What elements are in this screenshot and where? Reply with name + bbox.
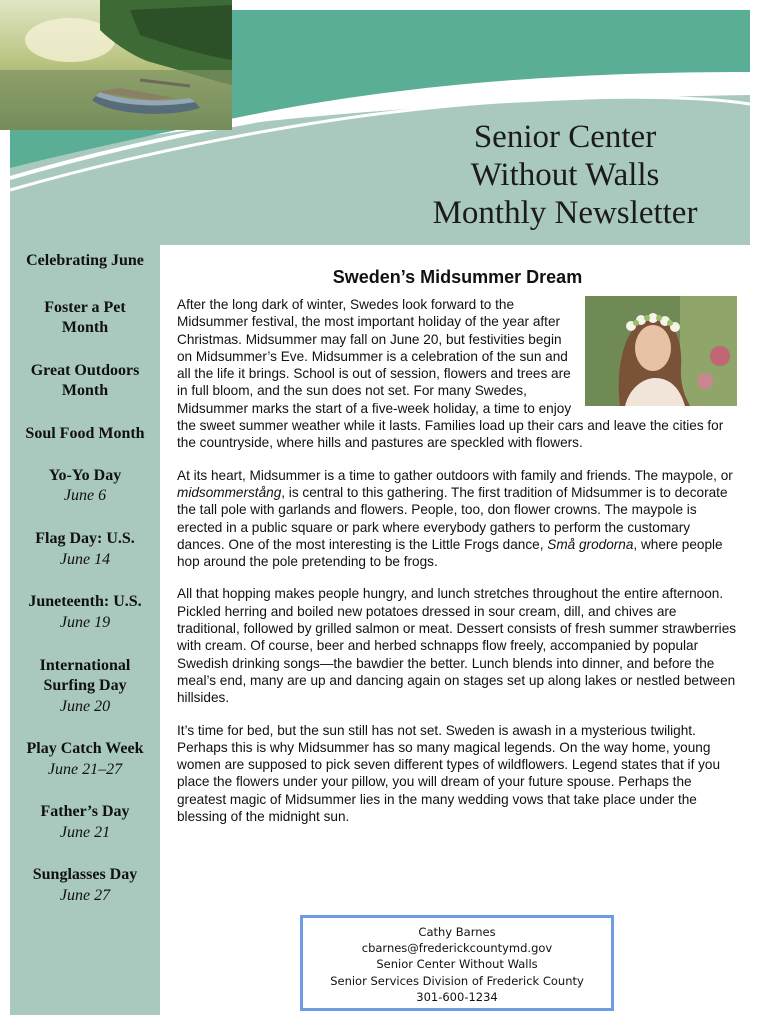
lake-boat-photo [0,0,232,130]
contact-organization: Senior Center Without Walls [376,957,538,972]
contact-name: Cathy Barnes [418,925,496,939]
sidebar-event-date: June 21 [59,824,111,841]
sidebar-event-date: June 27 [59,887,111,904]
article-title: Sweden’s Midsummer Dream [332,267,583,287]
article-body [177,296,737,840]
contact-division: Senior Services Division of Frederick County [330,973,584,988]
title-line-2: Without Walls [470,157,660,193]
sidebar-event-name: Month [61,319,109,336]
sidebar-heading: Celebrating June [26,252,144,269]
article-paragraph-3: All that hopping makes people hungry, and lunch stretches throughout the entire afternoon. Pickled herring and boiled new potatoes dressed in sour cream, dill, and chives are traditional, followed by grilled salmon or meat. Dessert consists of fresh summer strawberries with cream. Of course, beer and herbed schnapps flow freely, accompanied by popular Swedish drinking songs—the bawdier the better. Lunch blends into dinner, and before the meal’s end, many are up and dancing again on stages set up along lakes or nestled between hillsides. [177,586,737,706]
sidebar-event-name: Father’s Day [40,803,130,820]
flower-crown-woman-photo [585,296,737,406]
sidebar-event-name: Yo-Yo Day [48,467,122,484]
contact-box [300,915,614,1011]
sidebar-event-name: Foster a Pet [44,299,126,316]
sidebar-event-date: June 20 [59,698,111,715]
contact-phone: 301-600-1234 [416,989,498,1004]
title-line-1: Senior Center [473,119,657,155]
sidebar-event-name: Sunglasses Day [32,866,138,883]
article-paragraph-1: After the long dark of winter, Swedes look forward to the Midsummer festival, the most important holiday of the year after Christmas. Midsummer may fall on June 20, but festivities begin on Midsummer’s Eve. Midsummer is a celebration of the sun and all the life it brings. School is out of session, flowers and trees are in full bloom, and the sun does not set. For many Swedes, Midsummer marks the start of a five-week holiday, a time to enjoy the sweet summer weather while it lasts. Families load up their cars and leave the cities for the countryside, where hills and pastures are speckled with flowers. [177,297,724,451]
newsletter-title [415,118,715,232]
newsletter-header [0,0,770,250]
frog-dance-term: Små grodorna [547,536,634,552]
maypole-term: midsommerstång [177,484,282,500]
sidebar-event-date: June 6 [63,487,107,504]
sidebar-event-name: Month [61,382,109,399]
contact-email[interactable]: cbarnes@frederickcountymd.gov [361,941,553,956]
sidebar-event-date: June 19 [59,614,111,631]
article-paragraph-4: It’s time for bed, but the sun still has not set. Sweden is awash in a mysterious twilight. Perhaps this is why Midsummer has so many magical legends. On the way home, young women are supposed to pick seven different types of wildflowers. Legend states that if you place the flowers under your pillow, you will dream of your future spouse. Perhaps the greatest magic of Midsummer lies in the many wedding vows that take place under the blessing of the midnight sun. [177,722,721,825]
sidebar-event-name: Play Catch Week [26,740,144,757]
article-paragraph-2: At its heart, Midsummer is a time to gather outdoors with family and friends. The maypole, or midsommerstång, is central to this gathering. The first tradition of Midsummer is to decorate the tall pole with garlands and flowers. People, too, don flower crowns. The maypole is erected in a public square or park where everybody gathers to perform the customary dances. One of the most interesting is the Little Frogs dance, Små grodorna, where people hop around the pole pretending to be frogs. [177,467,733,570]
sidebar-event-date: June 21–27 [47,761,123,778]
sidebar-event-name: Great Outdoors [30,362,140,379]
sidebar-event-date: June 14 [59,551,111,568]
sidebar-event-name: Surfing Day [43,677,127,694]
sidebar-event-name: Juneteenth: U.S. [28,593,142,610]
sidebar-event-name: International [39,657,131,674]
title-line-3: Monthly Newsletter [432,195,698,231]
sidebar-event-name: Soul Food Month [25,425,145,442]
celebrating-june-sidebar [10,245,160,1015]
sidebar-event-name: Flag Day: U.S. [35,530,135,547]
